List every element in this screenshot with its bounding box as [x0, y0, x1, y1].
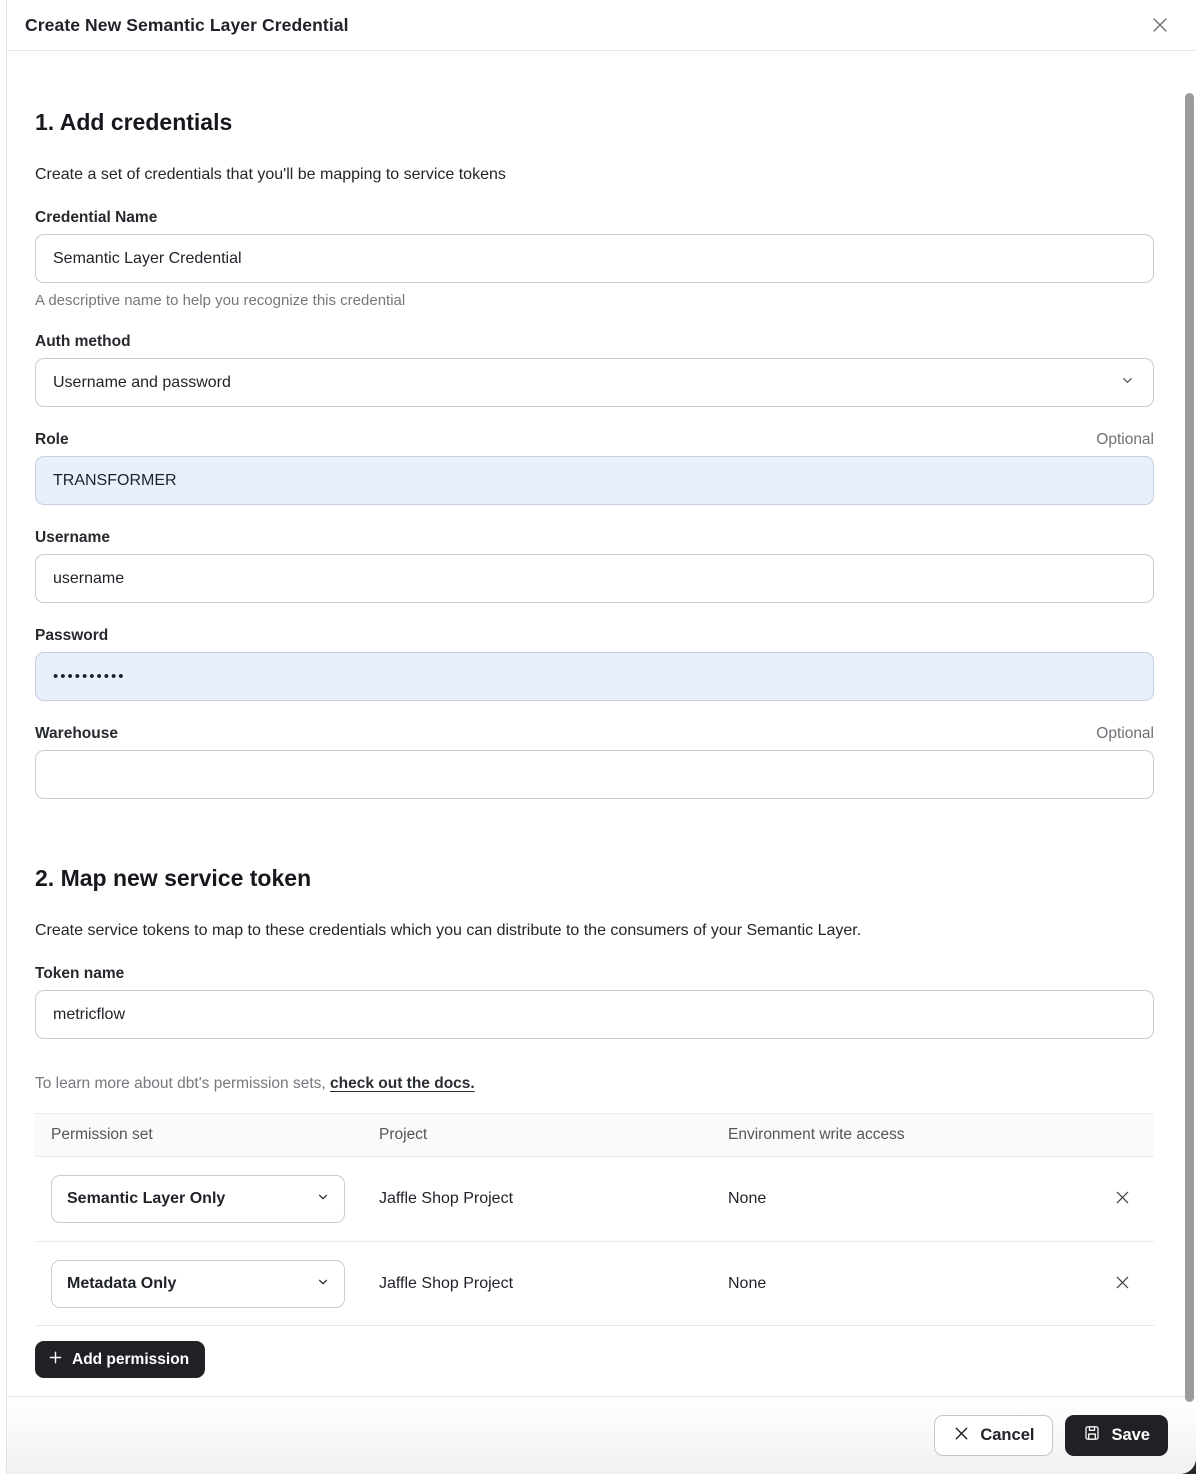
create-credential-modal: [6, 0, 1196, 1474]
modal-body: [7, 51, 1196, 1396]
table-row: [35, 1157, 1154, 1241]
permissions-table-header: [35, 1114, 1154, 1157]
table-row: [35, 1241, 1154, 1325]
cancel-label: Cancel: [980, 1426, 1035, 1444]
password-input[interactable]: [35, 652, 1154, 701]
add-permission-label: Add permission: [72, 1350, 190, 1368]
section2-heading: 2. Map new service token: [35, 865, 312, 891]
credential-name-input[interactable]: [35, 234, 1154, 283]
cancel-button[interactable]: [934, 1415, 1053, 1456]
close-icon: [1114, 1189, 1131, 1209]
modal-title: Create New Semantic Layer Credential: [25, 14, 349, 35]
docs-link[interactable]: check out the docs.: [330, 1075, 475, 1092]
vertical-scrollbar-thumb[interactable]: [1185, 93, 1194, 1402]
auth-method-value: Username and password: [53, 373, 231, 391]
warehouse-input[interactable]: [35, 750, 1154, 799]
permission-docs-line: [35, 1075, 1154, 1093]
remove-row-button[interactable]: [1107, 1269, 1137, 1299]
project-cell: Jaffle Shop Project: [379, 1274, 514, 1292]
column-header-permission-set: Permission set: [51, 1126, 153, 1143]
docs-line-prefix: To learn more about dbt's permission sets,: [35, 1075, 331, 1092]
auth-method-label: Auth method: [35, 333, 131, 350]
section1-heading: 1. Add credentials: [35, 109, 233, 135]
save-label: Save: [1111, 1426, 1150, 1444]
env-write-access-cell: None: [728, 1190, 767, 1207]
save-icon: [1083, 1424, 1101, 1447]
permission-set-select[interactable]: [51, 1175, 345, 1223]
chevron-down-icon: [1121, 374, 1134, 392]
permission-set-value: Semantic Layer Only: [67, 1190, 226, 1207]
remove-row-button[interactable]: [1107, 1184, 1137, 1214]
add-permission-button[interactable]: [35, 1341, 205, 1378]
username-input[interactable]: [35, 554, 1154, 603]
close-icon: [953, 1425, 970, 1447]
modal-header: [7, 0, 1196, 51]
role-label: Role: [35, 431, 69, 448]
chevron-down-icon: [317, 1190, 329, 1208]
token-name-input[interactable]: [35, 990, 1154, 1039]
close-button[interactable]: [1146, 11, 1174, 39]
section1-description: Create a set of credentials that you'll be mapping to service tokens: [35, 166, 506, 183]
section2-description: Create service tokens to map to these credentials which you can distribute to the consumers of your Semantic Layer.: [35, 922, 862, 939]
permissions-table: [35, 1113, 1154, 1326]
column-header-project: Project: [379, 1126, 428, 1143]
role-field-group: [35, 431, 1154, 505]
password-field-group: [35, 627, 1154, 701]
project-cell: Jaffle Shop Project: [379, 1190, 514, 1207]
save-button[interactable]: [1065, 1415, 1168, 1456]
credential-name-label: Credential Name: [35, 209, 158, 226]
credential-name-field-group: [35, 209, 1154, 309]
role-optional-badge: Optional: [1096, 431, 1154, 448]
auth-method-select[interactable]: [35, 358, 1154, 407]
warehouse-field-group: [35, 725, 1154, 799]
chevron-down-icon: [317, 1275, 329, 1293]
warehouse-optional-badge: Optional: [1096, 725, 1154, 742]
permission-set-value: Metadata Only: [67, 1274, 177, 1292]
credential-name-helper: A descriptive name to help you recognize this credential: [35, 292, 406, 309]
role-input[interactable]: [35, 456, 1154, 505]
permission-set-select[interactable]: [51, 1260, 345, 1308]
password-label: Password: [35, 627, 109, 644]
column-header-env-write-access: Environment write access: [728, 1126, 905, 1143]
env-write-access-cell: None: [728, 1274, 767, 1292]
username-field-group: [35, 529, 1154, 603]
close-icon: [1114, 1274, 1131, 1294]
modal-footer: [7, 1396, 1196, 1474]
warehouse-label: Warehouse: [35, 725, 118, 742]
username-label: Username: [35, 529, 110, 546]
close-icon: [1150, 15, 1170, 35]
token-name-label: Token name: [35, 965, 125, 982]
plus-icon: [48, 1350, 63, 1370]
auth-method-field-group: [35, 333, 1154, 407]
token-name-field-group: [35, 965, 1154, 1039]
